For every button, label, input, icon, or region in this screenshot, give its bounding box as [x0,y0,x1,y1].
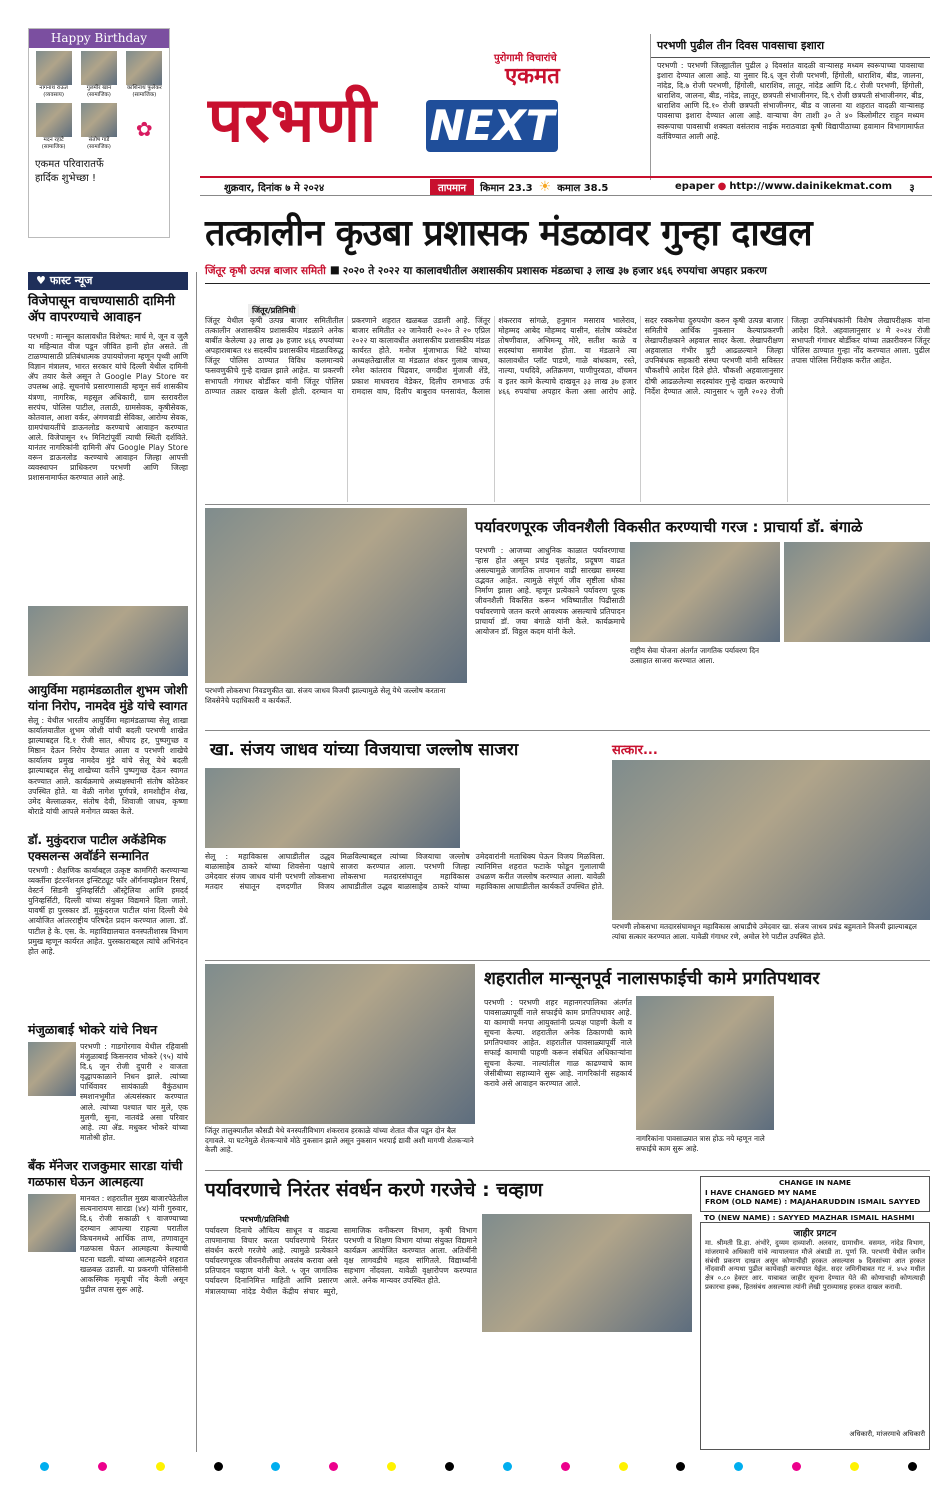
change-name-ad [700,1176,930,1212]
lead-byline: जिंतूर/प्रतिनिधी [248,304,299,317]
brand-logo: एकमत [505,64,560,89]
lead-body [205,316,930,502]
news-2-title: आयुर्विमा महामंडळातील शुभम जोशी यांना निरोप, नामदेव मुंडे यांचे स्वागत [28,683,188,713]
monsoon-headline: शहरातील मान्सूनपूर्व नालासफाईची कामे प्रगतिपथावर [484,969,820,989]
next-logo: NEXT [426,100,558,152]
news-5-title: बँक मॅनेजर राजकुमार सारडा यांची गळफास घेऊन आत्महत्या [28,1158,183,1189]
birthday-title: Happy Birthday [29,29,169,48]
news-5-text-more [28,1256,188,1450]
news-1-photo [28,606,188,676]
news-2-text: सेलू : येथील भारतीय आयुर्विमा महामंडळाच्या सेलू शाखा कार्यालयातील शुभम जोशी यांची बदली परभणी शाखेत झाल्याबद्दल दि.१ रोजी सात, श्रीपाद हर, पुष्पगुच्छ व मिष्ठान देऊन निरोप देण्यात आला व परभणी शाखेचे कार्यालय प्रमुख नामदेव मुंडे यांचे सेलू येथे बदली झाल्याबद्दल सेलू शाखेच्या वतीने पुष्पगुच्छ देऊन स्वागत करण्यात आले. कार्यक्रमाचे अध्यक्षस्थानी संतोष कोठेकर उपस्थित होते. या वेळी नागेश पूर्णपत्रे, शमशोद्दीन शेख, उमेद बेल्लाळकर, संतोष देवी, शिवाजी जाधव, कृष्णा बोराडे यांची आपले मनोगत व्यक्त केले. [28,716,188,816]
temp-min: किमान 23.3 [480,182,533,194]
notice-text: मा. श्रीमती डि.हा. अंभोरे, दुय्यम दाव्याशी. अलवार, ग्रामाधीन. वसमत, नांदेड विभाग, मांजरमाचे अधिकारी यांचे न्यायालयात मौजे अंबाडी ता. पूर्णा जि. परभणी येथील जमीन संबंधी प्रकरण दाखल असून कोणाचीही हरकत असल्यास ७ दिवसांच्या आत हरकत नोंदवावी अन्यथा पुढील कार्यवाही करण्यात येईल. सदर जमिनीबाबत गट नं. ४५२ मधील क्षेत्र ०.८० हेक्टर आर. याबाबत जाहीर सूचना देण्यात येते की कोणाचाही कोणत्याही प्रकारचा हक्क, हितसंबंध असल्यास त्यांनी लेखी पुराव्यासह हरकत दाखल करावी. [705,1239,925,1291]
birthday-photo-4 [36,103,72,137]
conservation-byline: परभणी/प्रतिनिधी [240,1215,289,1224]
birthday-photo-2 [81,51,117,85]
sub-left: जिंतूर कृषी उत्पन्न बाजार समिती [205,265,326,277]
drain-photo [636,996,774,1130]
date-strip [200,176,932,196]
cattle-photo [205,964,475,1124]
conservation-text-2 [482,1336,692,1450]
notice-sign: अधिकारी, मांजरमाचे अधिकारी [849,1430,925,1438]
environment-text-2 [784,646,930,716]
registration-strip [40,1462,920,1474]
news-4-photo [28,1042,76,1096]
heart-icon: ♥ [36,274,50,287]
environment-text: परभणी : आजच्या आधुनिक काळात पर्यावरणाचा ऱ्हास होत असून प्रचंड वृक्षतोड, प्रदूषण वाढत असल्यामुळे जागतिक तापमान वाढी सारख्या समस्या उद्भवत आहेत. त्यामुळे संपूर्ण जीव सृष्टीला धोका निर्माण झाला आहे. म्हणून प्रत्येकाने पर्यावरण पूरक जीवनशैली विकसित करून भविष्यातील पिढीसाठी पर्यावरणाचे जतन करणे आवश्यक असल्याचे प्रतिपादन प्राचार्या डॉ. जया बंगाळे यांनी केले. कार्यक्रमाचे आयोजन डॉ. विठ्ठल कदम यांनी केले. [475,546,625,636]
weather-text: परभणी : परभणी जिल्ह्यातील पुढील ३ दिवसांत वादळी वाऱ्यासह मध्यम स्वरूपाच्या पावसाचा इशारा देण्यात आला आहे. या नुसार दि.६ जून रोजी परभणी, हिंगोली, धाराशिव, बीड, जालना, नांदेड, दि.७ रोजी परभणी, हिंगोली, धाराशिव, लातूर, नांदेड आणि दि.८ रोजी परभणी, हिंगोली, धाराशिव, जालना, बीड, नांदेड, लातूर, छत्रपती संभाजीनगर, दि.९ रोजी छत्रपती संभाजीनगर, बीड, धाराशिव आणि दि.१० रोजी छत्रपती संभाजीनगर, बीड व जालना या शहरात वादळी वाऱ्यासह पावसाचा इशारा देण्यात आला आहे. वाऱ्याचा वेग ताशी ३० ते ४० किलोमीटर राहून मध्यम स्वरूपाचा पावसाची शक्यता वसंतराव नाईक मराठवाडा कृषी विद्यापीठाच्या हवामान विभागामार्फत वर्तविण्यात आली आहे. [657,61,924,141]
news-5-text: मानवत : शहरातील मुख्य बाजारपेठेतील सत्यनारायण सारडा (४४) यांनी गुरुवार, दि.६ रोजी सकाळी ९ वाजण्याच्या दरम्यान आपल्या राहत्या घरातील किचनमध्ये आर्थिक ताण, तणावातून गळफास घेऊन आत्महत्या केल्याची घटना घडली. यांच्या आत्महत्येने शहरात खळबळ उडाली. या प्रकरणी पोलिसांनी आकस्मिक मृत्यूची नोंद केली असून पुढील तपास सुरू आहे. [80,1194,188,1294]
temp-label: तापमान [430,179,474,195]
page-number: ३ [909,182,915,194]
birthday-photo-1 [36,51,72,85]
conservation-photo [482,1214,692,1332]
tagline: पुरोगामी विचारांचे [494,53,557,64]
greeting-line-1: एकमत परिवारातर्फे [35,159,104,170]
conservation-headline: पर्यावरणाचे निरंतर संवर्धन करणे गरजेचे : चव्हाण [205,1179,543,1201]
notice-ad [700,1222,930,1450]
cattle-caption: जिंतूर तालुक्यातील कौसडी येथे वनस्पतीविभाग शंकरराव हरकाळे यांच्या शेतात वीज पडून दोन बैल दगावले. या घटनेमुळे शेतकऱ्याचे मोठे नुकसान झाले असून नुकसान भरपाई द्यावी अशी मागणी शेतकऱ्याने केली आहे. [205,1126,474,1154]
environment-photo-2 [784,542,930,642]
birthday-photo-5 [81,103,117,137]
environment-caption: राष्ट्रीय सेवा योजना अंतर्गत जागतिक पर्यावरण दिन उत्साहात साजरा करण्यात आला. [630,646,760,665]
fast-news-label-bar: ♥ फास्ट न्यूज [28,272,188,290]
sub-right: २०२० ते २०२२ या कालावधीतील अशासकीय प्रशासक मंडळाचा ३ लाख ३७ हजार ४६६ रुपयांचा अपहार प्रकरण [342,265,767,277]
greeting-line-2: हार्दिक शुभेच्छा ! [35,173,96,184]
lead-text: जिंतूर येथील कृषी उत्पन्न बाजार समितीतील तत्कालीन अशासकीय प्रशासकीय मंडळाने अनेक बाबींत केलेल्या ३३ लाख ३७ हजार ४६६ रुपयांच्या अपहाराबाबत १४ सदस्यीय प्रशासकीय मंडळाविरुद्ध जिंतूर पोलिस ठाण्यात विविध कलमान्वये फसवणुकीचे गुन्हे दाखल झाले आहेत. या प्रकरणी सभापती गंगाधर बोर्डीकर यांनी जिंतूर पोलिस ठाण्यात तक्रार दाखल केली होती. दरम्यान या प्रकरणाने शहरात खळबळ उडाली आहे. जिंतूर बाजार समितीत २२ जानेवारी २०२० ते २० एप्रिल २०२२ या कालावधीत अशासकीय प्रशासकीय मंडळ कार्यरत होते. मनोज मुंजाभाऊ थिटे यांच्या अध्यक्षतेखालील या मंडळात शंकर गुलाब जाधव, रमेश कांतराव चिद्रवार, जगदीश मुंजाजी शेंडे, प्रकाश माधवराव वेडेकर, दिलीप रामभाऊ उर्फ रामदास वाघ, दिलीप बाबुराव घनसावंत, कैलास शंकरराव सांगळे, हनुमान मसाराव भालेराव, मोहम्मद आबेद मोहम्मद यासीन, संतोष व्यंकटेश तोषणीवाल, अभिमन्यू मोरे, सतीश काळे व सदस्यांचा समावेश होता. या मंडळाने त्या कालावधीत प्लॉट पाडणे, गाळे बांधकाम, रस्ते, नाल्या, पथदिवे, अतिक्रमण, पाणीपुरवठा, वॉचमन व इतर कामे केल्याचे दाखवून ३३ लाख ३७ हजार ४६६ रुपयांचा अपहार केला असा आरोप आहे. सदर रक्कमेचा दुरुपयोग करुन कृषी उत्पन्न बाजार समितीचे आर्थिक नुकसान केल्याप्रकरणी लेखापरीक्षकाने अहवाल सादर केला. लेखापरीक्षण अहवालात गंभीर त्रुटी आढळल्याने जिल्हा उपनिबंधक सहकारी संस्था परभणी यांनी सविस्तर चौकशीचे आदेश दिले होते. चौकशी अहवालानुसार दोषी आढळलेल्या सदस्यांवर गुन्हे दाखल करण्याचे निर्देश देण्यात आले. त्यानुसार ५ जुलै २०२३ रोजी जिल्हा उपनिबंधकांनी विशेष लेखापरीक्षक यांना आदेश दिले. अहवालानुसार ४ मे २०२४ रोजी सभापती गंगाधर बोर्डीकर यांच्या तक्रारीवरुन जिंतूर पोलिस ठाण्यात गुन्हा नोंद करण्यात आला. पुढील तपास पोलिस निरीक्षक करीत आहेत. [205,316,930,396]
felicitation-caption: परभणी लोकसभा मतदारसंघामधून महाविकास आघाडीचे उमेदवार खा. संजय जाधव प्रचंड बहुमताने विजयी झाल्याबद्दल त्यांचा सत्कार करण्यात आला. यावेळी गंगाधर रणे, अमोल रेगे पाटील उपस्थित होते. [612,922,917,941]
environment-headline: पर्यावरणपूरक जीवनशैली विकसीत करण्याची गरज : प्राचार्या डॉ. बंगाळे [475,518,863,536]
lead-subheadline [205,264,930,282]
drain-caption: नागरिकांना पावसाळ्यात त्रास होऊ नये म्हणून नाले सफाईचे काम सुरू आहे. [636,1134,765,1153]
epaper-url[interactable]: http://www.dainikekmat.com [729,181,892,192]
lead-headline: तत्कालीन कृउबा प्रशासक मंडळावर गुन्हा दाखल [205,213,813,254]
news-1-title: विजेपासून वाचण्यासाठी दामिनी ॲप वापरण्याचे आवाहन [28,294,176,325]
celebration-caption: परभणी लोकसभा निवडणुकीत खा. संजय जाधव विजयी झाल्यामुळे सेलू येथे जल्लोष करताना शिवसेनेचे पदाधिकारी व कार्यकर्ते. [205,686,446,705]
news-3-text: परभणी : शैक्षणिक कार्याबद्दल उत्कृष्ट कामगिरी करण्याऱ्या व्यक्तींना इंटरनॅशनल इन्स्टिट्यूट फॉर ऑर्गनायझेशन रिसर्च, वेस्टर्न सिडनी युनिव्हर्सिटी ऑस्ट्रेलिया आणि हमदर्द युनिव्हर्सिटी, दिल्ली यांच्या संयुक्त विद्यमाने दिला जातो. यावर्षी हा पुरस्कार डॉ. मुकुंदराज पाटील यांना दिल्ली येथे आयोजित आंतरराष्ट्रीय परिषदेत प्रदान करण्यात आला. डॉ. पाटील हे के. एस. के. महाविद्यालयात वनस्पतीशास्त्र विभाग प्रमुख म्हणून कार्यरत आहेत. पुरस्काराबद्दल त्यांचे अभिनंदन होत आहे. [28,866,188,956]
web-icon: ● [717,181,727,192]
birthday-photo-3 [126,51,162,85]
news-5-photo [28,1194,76,1252]
monsoon-text-2 [780,998,930,1168]
change-title: CHANGE IN NAME [778,1178,852,1187]
victory-text: सेलू : महाविकास आघाडीतील उद्धव बाळासाहेब ठाकरे यांच्या शिवसेना पक्षाचे उमेदवार संजय जाधव यांनी परभणी लोकसभा मतदार संघातून दणदणीत विजय मिळविल्याबद्दल त्यांच्या विजयाचा जल्लोष साजरा करण्यात आला. परभणी जिल्हा लोकसभा मतदारसंघातून महाविकास आघाडीतील उद्धव बाळासाहेब ठाकरे यांच्या उमेदवारांनी मताधिक्य घेऊन विजय मिळविला. त्यानिमित्त शहरात फटाके फोडून गुलालाची उधळण करीत जल्लोष करण्यात आला. यावेळी महाविकास आघाडीतील कार्यकर्ते उपस्थित होते. [205,852,605,892]
weather-box [650,34,930,180]
conservation-text: पर्यावरण दिनाचे औचित्य साधून व वाढत्या तापमानाचा विचार करता पर्यावरणाचे निरंतर संवर्धन करणे गरजेचे आहे. त्यामुळे प्रत्येकाने पर्यावरणपूरक जीवनशैलीचा अवलंब करावा असे प्रतिपादन चव्हाण यांनी केले. ५ जून जागतिक पर्यावरण दिनानिमित्त माहिती आणि प्रसारण मंत्रालयाच्या नांदेड येथील केंद्रीय संचार ब्युरो, सामाजिक वनीकरण विभाग, कृषी विभाग परभणी व शिक्षण विभाग यांच्या संयुक्त विद्यमाने कार्यक्रम आयोजित करण्यात आला. अतिथींनी वृक्ष लागवडीचे महत्व सांगितले. विद्यार्थ्यांनी सहभाग नोंदवला. यावेळी वृक्षारोपण करण्यात आले. अनेक मान्यवर उपस्थित होते. [205,1226,477,1296]
temp-max: कमाल 38.5 [557,182,609,194]
bullet-icon: ■ [329,264,340,276]
news-3-title: डॉ. मुकुंदराज पाटील अकॅडेमिक एक्सलन्स अवॉर्डने सन्मानित [28,833,166,863]
news-4-text: परभणी : गाडगोरगाव येथील रहिवासी मंजुळाबाई किसनराव भोकरे (९५) यांचे दि.६ जून रोजी दुपारी २ वाजता वृद्धापकाळाने निधन झाले. त्यांच्या पार्थिवावर सायंकाळी वैकुंठधाम स्मशानभूमीत अंत्यसंस्कार करण्यात आले. त्यांच्या पश्चात चार मुले, एक मुलगी, सुना, नातवंडे असा परिवार आहे. त्या ॲड. मधुकर भोकरे यांच्या मातोश्री होत. [80,1042,188,1142]
change-line-2: FROM (OLD NAME) : MAJAHARUDDIN ISMAIL SAYYED [705,1197,921,1206]
monsoon-text: परभणी : परभणी शहर महानगरपालिका अंतर्गत पावसाळ्यापूर्वी नाले सफाईचे काम प्रगतिपथावर आहे. या कामाची मनपा आयुक्तांनी प्रत्यक्ष पाहणी केली व सूचना केल्या. शहरातील अनेक ठिकाणची कामे प्रगतिपथावर आहेत. शहरातील पावसाळ्यापूर्वी नाले सफाई कामाची पाहणी करून संबंधित अधिकाऱ्यांना सूचना केल्या. नाल्यांतील गाळ काढण्याचे काम जेसीबीच्या सहाय्याने सुरू आहे. नागरिकांनी सहकार्य करावे असे आवाहन करण्यात आले. [484,998,632,1088]
notice-title: जाहीर प्रगटन [793,1229,837,1239]
environment-photo-1 [630,542,780,642]
victory-tag: सत्कार... [612,743,658,758]
dateline: शुक्रवार, दिनांक ७ मे २०२४ [224,182,325,194]
victory-photo [205,768,460,848]
news-1-text: परभणी : मान्सून कालावधीत विशेषत: मार्च मे, जून व जुलै या महिन्यात वीज पडून जीवित हानी होत असते. ती टाळण्यासाठी प्रतिबंधात्मक उपाययोजना म्हणून पृथ्वी आणि विज्ञान मंत्रालय, भारत सरकार यांचे दिल्ली येथील दामिनी ॲप तयार केले असून ते Google Play Store वर उपलब्ध आहे. सूचनांचे प्रसारणासाठी म्हणून सर्व शासकीय यंत्रणा, नागरिक, महसूल अधिकारी, ग्राम स्तरावरील सरपंच, पोलिस पाटील, तलाठी, ग्रामसेवक, कृषीसेवक, कोतवाल, आशा वर्कर, अंगणवाडी सेविका, आरोग्य सेवक, ग्रामपंचायतींचे डाऊनलोड करण्याचे आवाहन करण्यात आले. विजेपासून १५ मिनिटांपूर्वी त्याची स्थिती दर्शविते. यानंतर नागरिकांनी दामिनी ॲप Google Play Store वरून डाऊनलोड करण्याचे आवाहन जिल्हा आपत्ती व्यवस्थापन प्राधिकरण परभणी आणि जिल्हा प्रशासनामार्फत करण्यात आले आहे. [28,332,188,483]
change-line-3: TO (NEW NAME) : SAYYED MAZHAR ISMAIL HASHMI [704,1213,915,1222]
epaper-label: epaper [675,181,715,192]
city-name: परभणी [208,83,378,156]
sun-icon: ☀ [538,178,552,195]
weather-title: परभणी पुढील तीन दिवस पावसाचा इशारा [651,34,930,58]
victory-headline: खा. संजय जाधव यांच्या विजयाचा जल्लोष साजरा [210,740,519,760]
birthday-box: Happy Birthday नागनाथ राऊत (व्यवसाय) गुलमीर खान (सामाजिक) काशिनाथ फुलेकर (सामाजिक) मदन रहाटे (सामाजिक) संतोष गाडे (सामाजिक) ✿ एकमत परिवारातर्फे हार्दिक शुभेच्छा ! [28,28,170,238]
flower-icon: ✿ [135,117,153,141]
change-line-1: I HAVE CHANGED MY NAME [705,1187,817,1197]
celebration-photo [205,508,467,683]
victory-text-top [465,768,605,850]
news-4-title: मंजुळाबाई भोकरे यांचे निधन [28,1022,158,1037]
felicitation-photo [612,760,930,920]
